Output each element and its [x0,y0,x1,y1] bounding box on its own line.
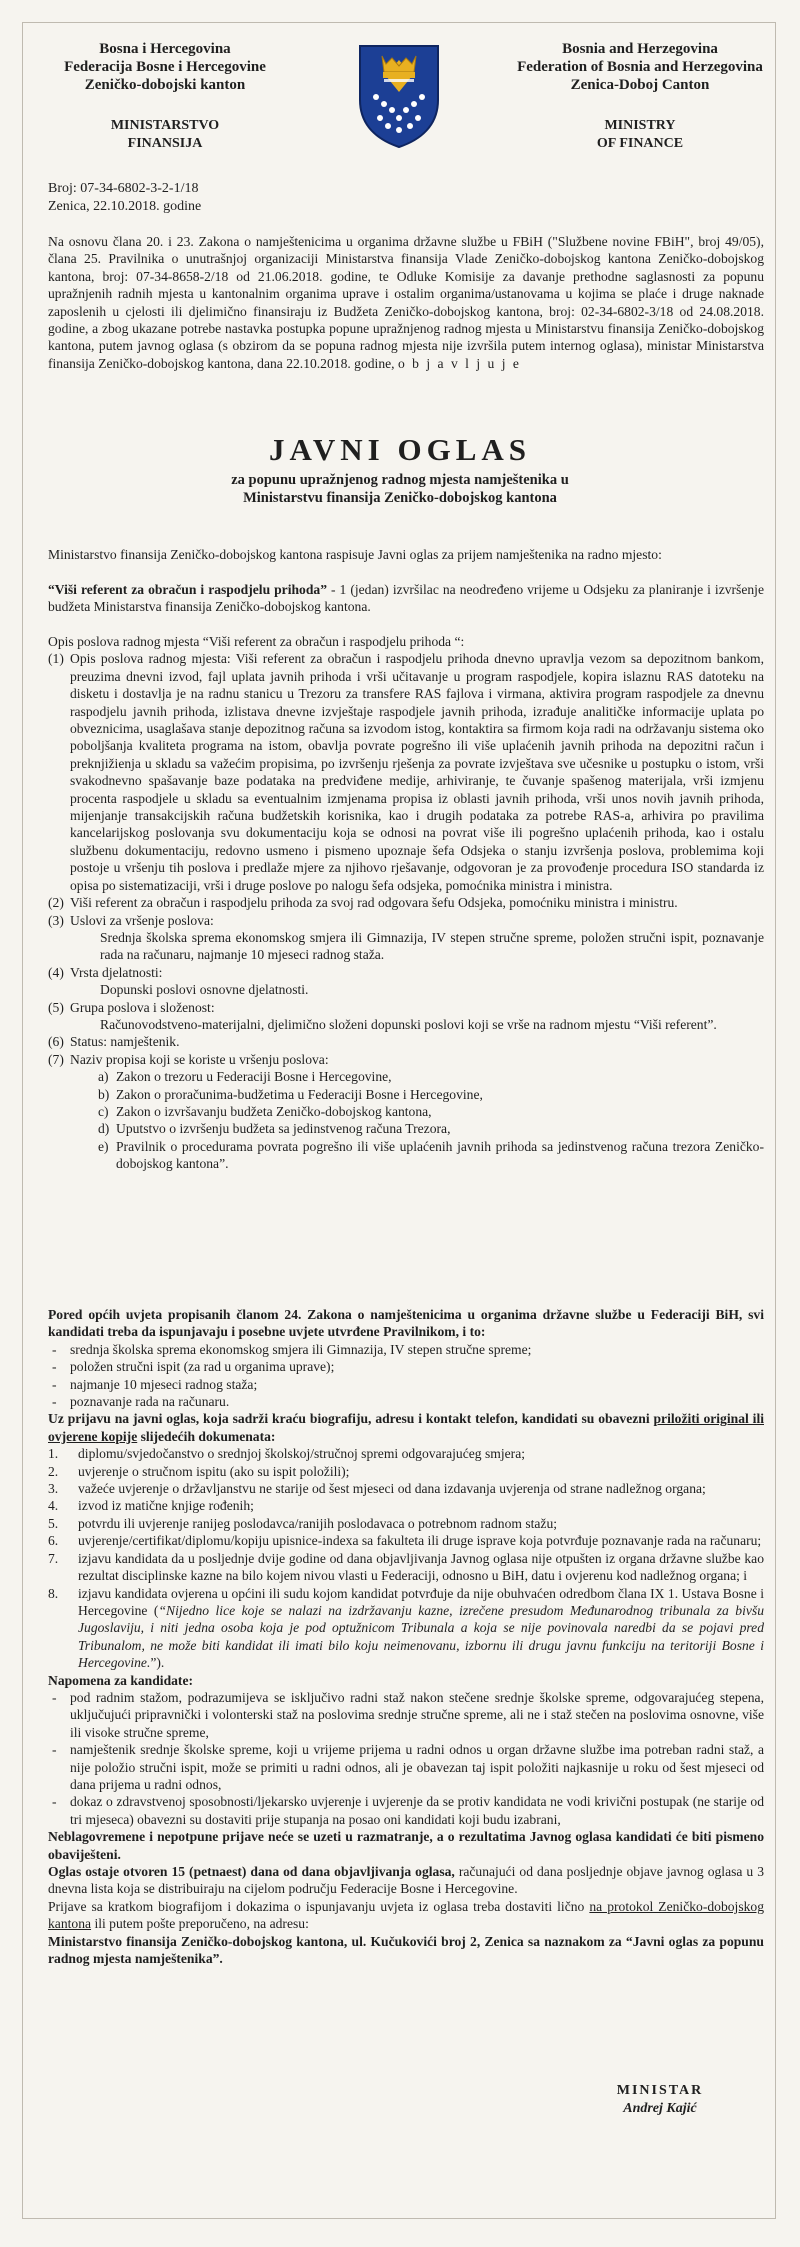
open-period-paragraph [48,1863,764,1898]
job-item [48,1033,764,1050]
requirement-item: - položen stručni ispit (za rad u organima uprave); [48,1358,764,1375]
regulation-letter: d) [98,1121,110,1137]
reference-block [48,180,201,216]
document-text: diplomu/svjedočanstvo o srednjoj školskoj/stručnoj spremi odgovarajućeg smjera; [78,1446,526,1462]
position-name: “Viši referent za obračun i raspodjelu prihoda” [48,582,328,597]
notes-list [48,1689,764,1828]
signature-block [560,2082,760,2118]
item-number: (7) [48,1051,64,1067]
submission-paragraph [48,1898,764,1933]
documents-list [48,1445,764,1671]
document-number: 7. [48,1550,59,1566]
intro-objavljuje: o b j a v l j u j e [397,355,521,371]
item-text: Status: namještenik. [70,1034,180,1050]
requirements-intro: Pored općih uvjeta propisanih članom 24. Zakona o namještenicima u organima državne službe u Federaciji BiH, svi kandidati treba da ispunjavaju i posebne uvjete utvrđene Pravilnikom, i to: [48,1307,764,1340]
item-sub-text: Računovodstveno-materijalni, djelimično složeni dopunski poslovi koji se vrše na radnom mjestu “Viši referent”. [100,1016,717,1032]
document-item [48,1463,764,1480]
documents-intro-tail: slijedećih dokumenata: [137,1428,276,1444]
job-item [48,999,764,1034]
signature-title: MINISTAR [616,2083,704,2098]
announce-paragraph [48,546,764,563]
item-number: (2) [48,895,64,911]
submission-tail: ili putem pošte preporučeno, na adresu: [91,1916,309,1932]
header-left-dept-line: FINANSIJA [127,136,203,151]
header-right [500,40,780,94]
document-quote: “Nijedno lice koje se nalazi na izdržavanju kazne, izrečene presudom Međunarodnog tribunala za bivšu Jugoslaviju, i niti jedna osoba koja je pod optužnicom Tribunala a koja se nije povinovala naredbi da se pojavi pred Tribunalom, ne može biti kandidat ili imati bilo koju neimenovanu, izbornu ili drugu javnu funkciju na teritoriji Bosne i Hercegovine. [78,1602,764,1671]
header-right-dept [500,117,780,153]
regulation-item [98,1068,764,1085]
document-number: 1. [48,1446,59,1462]
job-item [48,912,764,964]
coat-of-arms-icon [354,42,444,150]
regulation-item [98,1086,764,1103]
documents-intro-underlined: priložiti original ili ovjerene kopije [48,1411,764,1444]
header-right-line: Bosnia and Herzegovina [562,41,718,57]
job-item [48,650,764,894]
job-description-section [48,633,764,1173]
reference-number: Broj: 07-34-6802-3-2-1/18 [48,181,199,196]
address-paragraph: Ministarstvo finansija Zeničko-dobojskog kantona, ul. Kučukovići broj 2, Zenica sa naznakom za “Javni oglas za popunu radnog mjesta namještenika”. [48,1933,764,1967]
item-text: Opis poslova radnog mjesta: Viši referent za obračun i raspodjelu prihoda dnevno upravlja vezom sa depozitnom bankom, preuzima dnevni izvod, fajl uplata javnih prihoda i vrši učitavanje u program raspodjele, kopira islaznu RAS datoteku na disketu i dostavlja je na radnu stanicu u Trezoru za transfere RAS fajlova i virmana, aktivira program raspodjele za dnevnu raspodjelu javnih prihoda, izlistava dnevne izvještaje raspodjele javnih prihoda, izrađuje analitičke informacije uplata po obveznicima, usaglašava stanje depozitnog računa sa izvodom istog, kontaktira sa firmom koja radi na održavanju sistema oko poboljšanja kvaliteta programa na istom, obavlja povrate pogrešno ili više uplaćenih javnih prihoda na depozitni račun i preknjižienja u skladu sa važećim propisima, po izvršenju rješenja za povrate izvještava sve učesnike u postupku o istom, vrši svakodnevno spašavanje baze podataka na predviđene medije, arhiviranje, te čuvanje spašenog materijala, vrši izmjenu procenta raspodjele u skladu sa eventualnim izmjenama propisa iz oblasti javnih prihoda, vrši unos novih javnih prihoda, mijenjanje transakcijskih računa budžetskih korisnika, kao i drugih podataka za potrebe RAS-a, arhivira po pravilima kancelarijskog poslovanja svu dokumentaciju koja se odnosi na povrat više ili pogrešno uplaćenih prihoda, kao i ostalu službenu dokumentaciju, redovno usmeno i pismeno upoznaje šefa Odsjeka o stanju izvršenja poslova, problemima koji postoje u vršenju tih poslova i predlaže mjere za njihovo rješavanje, odgovoran je za provođenje procedura ISO standarda iz opisa po sistematizaciji, vrši i druge poslove po nalogu šefa odsjeka, pomoćnika ministra i ministra. [70,651,764,893]
document-item [48,1480,764,1497]
document-text: važeće uvjerenje o državljanstvu ne starije od šest mjeseci od dana izdavanja uvjerenja od strane nadležnog organa; [78,1481,706,1497]
regulation-text: Uputstvo o izvršenju budžeta sa jedinstvenog računa Trezora, [116,1121,451,1137]
regulation-letter: a) [98,1069,109,1085]
document-item [48,1585,764,1672]
regulation-text: Zakon o proračunima-budžetima u Federaciji Bosne i Hercegovine, [116,1086,483,1102]
job-item [48,894,764,911]
requirement-item: - srednja školska sprema ekonomskog smjera ili Gimnazija, IV stepen stručne spreme; [48,1341,764,1358]
regulation-item [98,1103,764,1120]
document-number: 6. [48,1533,59,1549]
notes-title: Napomena za kandidate: [48,1672,194,1688]
document-tail: ”). [150,1655,165,1671]
documents-intro-text: Uz prijavu na javni oglas, koja sadrži kraću biografiju, adresu i kontakt telefon, kandidati su obavezni [48,1411,654,1427]
submission-text: Prijave sa kratkom biografijom i dokazima o ispunjavanju uvjeta iz oglasa treba dostaviti lično [48,1898,590,1914]
document-text: izjavu kandidata ovjerena u općini ili sudu kojom kandidat potvrđuje da nije obuhvaćen odredbom člana IX 1. Ustava Bosne i Hercegovine ( [78,1585,764,1618]
document-number: 2. [48,1463,59,1479]
late-applications-note: Neblagovremene i nepotpune prijave neće se uzeti u razmatranje, a o rezultatima Javnog oglasa kandidati će biti pismeno obaviješteni. [48,1829,764,1862]
job-item [48,964,764,999]
header-left-line: Bosna i Hercegovina [99,41,231,57]
document-number: 3. [48,1481,59,1497]
item-text: Grupa poslova i složenost: [70,999,215,1015]
job-description-intro: Opis poslova radnog mjesta “Viši referent za obračun i raspodjelu prihoda “: [48,634,465,649]
header-left-dept [30,117,300,153]
regulation-letter: e) [98,1138,109,1154]
document-item [48,1515,764,1532]
note-item: - dokaz o zdravstvenoj sposobnosti/ljekarsko uvjerenje i uvjerenje da se protiv kandidata ne vodi krivični postupak (ne starije od tri mjeseca) obavezni su dostaviti prije stupanja na posao oni kandidati koji budu izabrani, [48,1793,764,1828]
intro-text: Na osnovu člana 20. i 23. Zakona o namještenicima u organima državne službe u FBiH ("Službene novine FBiH", broj 49/05), člana 25. Pravilnika o unutrašnjoj organizaciji Ministarstva finansija Vlade Zeničko-dobojskog kantona Zeničko-dobojskog kantona, broj: 07-34-8658-2/18 od 21.06.2018. godine, te Odluke Komisije za davanje prethodne saglasnosti za popunu upražnjenih radnih mjesta u kantonalnim organima uprave i ostalim organima/ustanovama u kojima se plaće i druge naknade zaposlenih u cjelosti ili djelimično finansiraju iz Budžeta Zeničko-dobojskog kantona, broj: 02-34-6802-3/18 od 24.08.2018. godine, a zbog ukazane potrebe nastavka postupka popune upražnjenog radnog mjesta u Ministarstvu finansija Zeničko-dobojskog kantona, putem javnog oglasa (s obzirom da se popuna radnog mjesta nije izvršila putem internog oglasa), ministar Ministarstva finansija Zeničko-dobojskog kantona, dana 22.10.2018. godine, [48,234,764,371]
header-left-line: Zeničko-dobojski kanton [84,77,246,93]
page-subtitle [0,471,800,507]
document-number: 5. [48,1515,59,1531]
item-sub-text: Dopunski poslovi osnovne djelatnosti. [100,982,309,998]
requirement-item: - najmanje 10 mjeseci radnog staža; [48,1376,764,1393]
subtitle-line: za popunu upražnjenog radnog mjesta namještenika u [231,472,569,488]
signature-name: Andrej Kajić [623,2101,697,2116]
regulation-letter: b) [98,1086,110,1102]
header-left [30,40,300,94]
document-number: 8. [48,1585,59,1601]
regulation-letter: c) [98,1103,109,1119]
regulation-item [98,1120,764,1137]
document-text: uvjerenje/certifikat/diplomu/kopiju upisnice-indexa sa fakulteta ili druge isprave koja potvrđuje poznavanje rada na računaru; [78,1533,762,1549]
document-text: izvod iz matične knjige rođenih; [78,1498,254,1514]
document-text: uvjerenje o stručnom ispitu (ako su ispit položili); [78,1463,350,1479]
item-text: Naziv propisa koji se koriste u vršenju poslova: [70,1051,329,1067]
document-item [48,1550,764,1585]
document-item [48,1445,764,1462]
document-item [48,1497,764,1514]
job-item [48,1051,764,1173]
open-period-text: računajući od dana posljednje objave javnog oglasa u 3 dnevna lista koja se distribuiraju na cijelom području Federacije Bosne i Hercegovine. [48,1864,765,1897]
regulation-text: Zakon o izvršavanju budžeta Zeničko-dobojskog kantona, [116,1103,432,1119]
item-number: (1) [48,651,64,667]
announce-text: Ministarstvo finansija Zeničko-dobojskog kantona raspisuje Javni oglas za prijem namještenika na radno mjesto: [48,547,662,562]
document-item [48,1532,764,1549]
document-text: izjavu kandidata da u posljednje dvije godine od dana objavljivanja Javnog oglasa nije otpušten iz organa državne službe kao rezultat disciplinske kazne na bilo kojem nivou vlasti u Federaciji, odnosno u BiH, datu i ovjerenu kod nadležnog organa; i [78,1550,764,1584]
header-right-dept-line: OF FINANCE [596,136,684,151]
item-sub-text: Srednja školska sprema ekonomskog smjera ili Gimnazija, IV stepen stručne spreme, položen stručni ispit, poznavanje rada na računaru, najmanje 10 mjeseci radnog staža. [100,929,764,963]
intro-paragraph [48,233,764,372]
requirements-section [48,1306,764,1967]
header-right-line: Zenica-Doboj Canton [570,77,710,93]
item-number: (6) [48,1034,64,1050]
requirements-list [48,1341,764,1411]
note-item: - namještenik srednje školske spreme, koji u vrijeme prijema u radni odnos u organ državne službe ima potreban radni staž, a nije položio stručni ispit, može se primiti u radni odnos, ali je obavezan taj ispit položiti najkasnije u roku od šest mjeseci od dana prijema u radni odnos, [48,1741,764,1793]
item-text: Viši referent za obračun i raspodjelu prihoda za svoj rad odgovara šefu Odsjeka, pomoćniku ministra i ministru. [70,895,678,911]
header-right-line: Federation of Bosnia and Herzegovina [517,59,763,75]
header-left-dept-line: MINISTARSTVO [110,118,220,133]
regulation-item [98,1138,764,1173]
submission-underlined: na protokol Zeničko-dobojskog kantona [48,1898,764,1932]
regulation-text: Zakon o trezoru u Federaciji Bosne i Hercegovine, [116,1069,392,1085]
open-period-bold: Oglas ostaje otvoren 15 (petnaest) dana od dana objavljivanja oglasa, [48,1864,455,1879]
job-items-list [48,650,764,1172]
item-number: (4) [48,964,64,980]
item-text: Vrsta djelatnosti: [70,964,163,980]
note-item: - pod radnim stažom, podrazumijeva se isključivo radni staž nakon stečene srednje školske spreme, odgovarajućeg stepena, uključujući pripravnički i volonterski staž na poslovima srednje stručne spreme, ali ne i staž stečen na poslovima osnovne, više ili visoke stručne spreme, [48,1689,764,1741]
documents-intro [48,1410,764,1445]
page-title: JAVNI OGLAS [268,432,531,467]
subtitle-line: Ministarstvu finansija Zeničko-dobojskog kantona [243,490,557,506]
item-text: Uslovi za vršenje poslova: [70,912,214,928]
position-rest: - 1 (jedan) izvršilac na neodređeno vrijeme u Odsjeku za planiranje i izvršenje budžeta Ministarstva finansija Zeničko-dobojskog kantona. [48,582,764,615]
reference-date: Zenica, 22.10.2018. godine [48,199,202,214]
document-number: 4. [48,1498,59,1514]
requirement-item: - poznavanje rada na računaru. [48,1393,764,1410]
regulation-text: Pravilnik o procedurama povrata pogrešno ili više uplaćenih javnih prihoda sa jedinstvenog računa trezora Zeničko-dobojskog kantona”. [116,1138,764,1172]
position-paragraph [48,581,764,616]
item-number: (3) [48,912,64,928]
item-number: (5) [48,999,64,1015]
header-right-dept-line: MINISTRY [604,118,676,133]
document-text: potvrdu ili uvjerenje ranijeg poslodavca/ranijih poslodavaca o potrebnom radnom stažu; [78,1515,558,1531]
regulations-list [70,1068,764,1172]
header-left-line: Federacija Bosne i Hercegovine [64,59,266,75]
